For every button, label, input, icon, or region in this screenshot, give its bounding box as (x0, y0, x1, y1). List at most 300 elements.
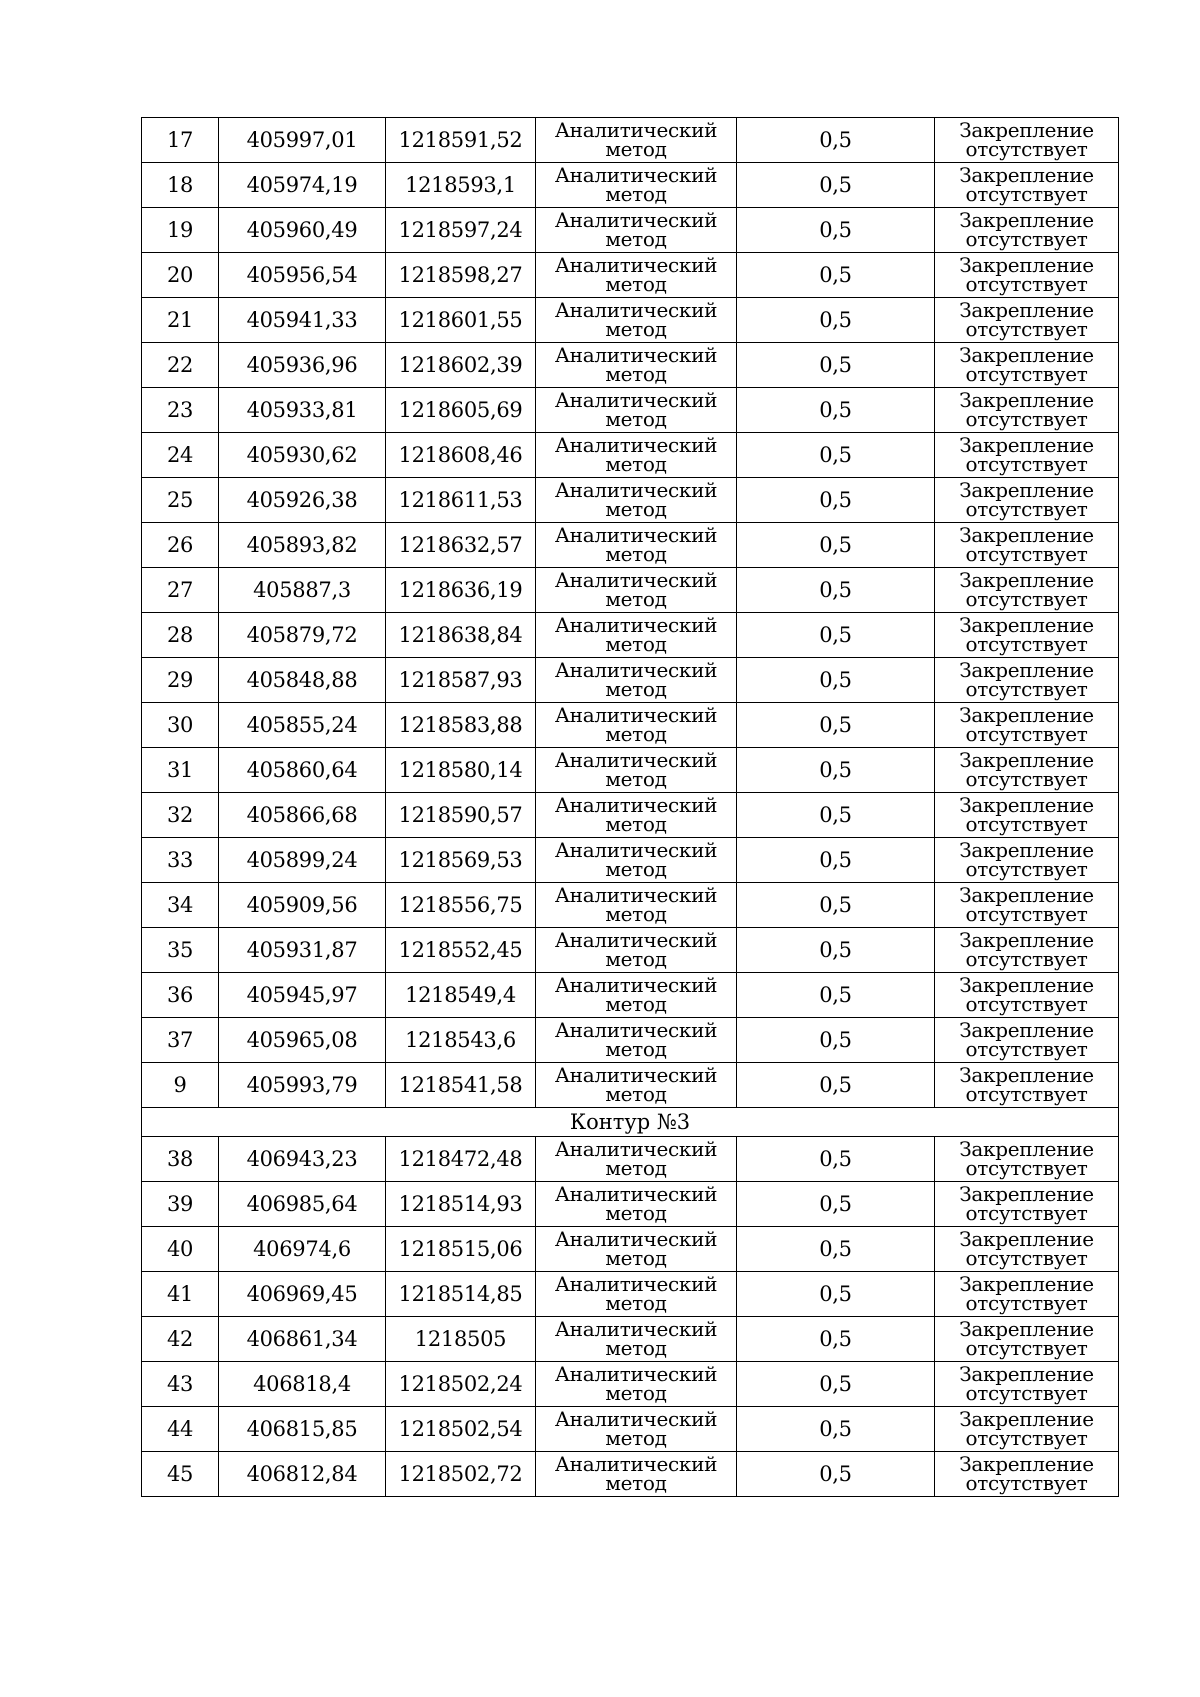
method-cell (536, 478, 737, 523)
coord-x-cell: 406861,34 (219, 1317, 386, 1362)
method-text (536, 343, 736, 386)
accuracy-cell: 0,5 (737, 1362, 935, 1407)
fixing-cell (935, 523, 1119, 568)
method-cell (536, 748, 737, 793)
coord-y-cell: 1218587,93 (386, 658, 536, 703)
method-line: метод (605, 1471, 667, 1495)
method-cell (536, 1272, 737, 1317)
coordinates-table-body (142, 118, 1119, 1497)
method-cell (536, 928, 737, 973)
coord-y-cell: 1218514,85 (386, 1272, 536, 1317)
point-number-cell: 30 (142, 703, 219, 748)
coord-x-cell: 406943,23 (219, 1137, 386, 1182)
method-text (536, 1452, 736, 1495)
table-row (142, 478, 1119, 523)
fixing-text (935, 748, 1118, 791)
accuracy-cell: 0,5 (737, 748, 935, 793)
fixing-line: отсутствует (965, 1336, 1088, 1360)
method-line: метод (605, 812, 667, 836)
accuracy-cell: 0,5 (737, 163, 935, 208)
fixing-text (935, 433, 1118, 476)
fixing-text (935, 1018, 1118, 1061)
method-line: Аналитический (554, 253, 718, 277)
accuracy-cell: 0,5 (737, 973, 935, 1018)
fixing-text (935, 1272, 1118, 1315)
coord-y-cell: 1218569,53 (386, 838, 536, 883)
method-cell (536, 793, 737, 838)
method-text (536, 388, 736, 431)
fixing-line: отсутствует (965, 812, 1088, 836)
coord-y-cell: 1218590,57 (386, 793, 536, 838)
method-cell (536, 1182, 737, 1227)
point-number-cell: 35 (142, 928, 219, 973)
method-text (536, 118, 736, 161)
coord-x-cell: 405879,72 (219, 613, 386, 658)
fixing-text (935, 523, 1118, 566)
method-cell (536, 343, 737, 388)
accuracy-cell: 0,5 (737, 568, 935, 613)
method-line: Аналитический (554, 703, 718, 727)
fixing-cell (935, 1407, 1119, 1452)
method-cell (536, 973, 737, 1018)
method-line: метод (605, 947, 667, 971)
fixing-cell (935, 1182, 1119, 1227)
accuracy-cell: 0,5 (737, 208, 935, 253)
table-row (142, 973, 1119, 1018)
fixing-text (935, 253, 1118, 296)
method-line: Аналитический (554, 1063, 718, 1087)
fixing-line: отсутствует (965, 227, 1088, 251)
coord-y-cell: 1218502,72 (386, 1452, 536, 1497)
method-line: Аналитический (554, 1137, 718, 1161)
fixing-line: Закрепление (959, 1407, 1094, 1431)
fixing-text (935, 838, 1118, 881)
coord-x-cell: 405936,96 (219, 343, 386, 388)
fixing-line: Закрепление (959, 793, 1094, 817)
method-cell (536, 568, 737, 613)
accuracy-cell: 0,5 (737, 658, 935, 703)
method-text (536, 838, 736, 881)
coord-x-cell: 405956,54 (219, 253, 386, 298)
method-line: метод (605, 497, 667, 521)
coord-y-cell: 1218583,88 (386, 703, 536, 748)
method-cell (536, 1018, 737, 1063)
method-line: Аналитический (554, 658, 718, 682)
fixing-text (935, 793, 1118, 836)
fixing-cell (935, 1137, 1119, 1182)
method-cell (536, 298, 737, 343)
point-number-cell: 41 (142, 1272, 219, 1317)
fixing-line: отсутствует (965, 632, 1088, 656)
table-row (142, 1272, 1119, 1317)
fixing-line: Закрепление (959, 748, 1094, 772)
point-number-cell: 33 (142, 838, 219, 883)
fixing-line: отсутствует (965, 1246, 1088, 1270)
accuracy-cell: 0,5 (737, 1317, 935, 1362)
method-text (536, 928, 736, 971)
method-line: Аналитический (554, 1182, 718, 1206)
method-line: метод (605, 272, 667, 296)
method-line: Аналитический (554, 883, 718, 907)
coord-y-cell: 1218593,1 (386, 163, 536, 208)
fixing-line: отсутствует (965, 1471, 1088, 1495)
fixing-line: отсутствует (965, 1037, 1088, 1061)
point-number-cell: 45 (142, 1452, 219, 1497)
method-text (536, 1317, 736, 1360)
fixing-cell (935, 973, 1119, 1018)
fixing-cell (935, 1063, 1119, 1108)
fixing-text (935, 1227, 1118, 1270)
method-cell (536, 1317, 737, 1362)
point-number-cell: 38 (142, 1137, 219, 1182)
method-line: метод (605, 182, 667, 206)
fixing-text (935, 388, 1118, 431)
fixing-line: Закрепление (959, 973, 1094, 997)
fixing-line: Закрепление (959, 478, 1094, 502)
table-row (142, 748, 1119, 793)
accuracy-cell: 0,5 (737, 478, 935, 523)
point-number-cell: 22 (142, 343, 219, 388)
section-title: Контур №3 (142, 1108, 1119, 1137)
coord-x-cell: 405866,68 (219, 793, 386, 838)
method-text (536, 433, 736, 476)
method-cell (536, 388, 737, 433)
method-cell (536, 1362, 737, 1407)
point-number-cell: 36 (142, 973, 219, 1018)
point-number-cell: 27 (142, 568, 219, 613)
coord-y-cell: 1218515,06 (386, 1227, 536, 1272)
accuracy-cell: 0,5 (737, 703, 935, 748)
fixing-text (935, 1063, 1118, 1106)
fixing-cell (935, 118, 1119, 163)
point-number-cell: 40 (142, 1227, 219, 1272)
coord-y-cell: 1218556,75 (386, 883, 536, 928)
method-line: Аналитический (554, 793, 718, 817)
method-line: метод (605, 1336, 667, 1360)
method-line: Аналитический (554, 118, 718, 142)
fixing-line: Закрепление (959, 118, 1094, 142)
coord-y-cell: 1218638,84 (386, 613, 536, 658)
method-line: Аналитический (554, 928, 718, 952)
fixing-line: Закрепление (959, 928, 1094, 952)
table-row (142, 1063, 1119, 1108)
table-row (142, 928, 1119, 973)
coord-x-cell: 405930,62 (219, 433, 386, 478)
method-line: метод (605, 137, 667, 161)
fixing-cell (935, 793, 1119, 838)
point-number-cell: 34 (142, 883, 219, 928)
method-cell (536, 703, 737, 748)
coord-y-cell: 1218598,27 (386, 253, 536, 298)
fixing-line: отсутствует (965, 992, 1088, 1016)
method-line: метод (605, 722, 667, 746)
method-line: Аналитический (554, 1272, 718, 1296)
point-number-cell: 24 (142, 433, 219, 478)
coord-x-cell: 405993,79 (219, 1063, 386, 1108)
table-row (142, 1137, 1119, 1182)
method-line: Аналитический (554, 748, 718, 772)
method-cell (536, 1452, 737, 1497)
coord-x-cell: 405965,08 (219, 1018, 386, 1063)
coord-x-cell: 405887,3 (219, 568, 386, 613)
table-row (142, 883, 1119, 928)
method-cell (536, 838, 737, 883)
method-text (536, 748, 736, 791)
table-row (142, 838, 1119, 883)
fixing-line: отсутствует (965, 1156, 1088, 1180)
method-line: метод (605, 542, 667, 566)
coord-y-cell: 1218505 (386, 1317, 536, 1362)
fixing-line: Закрепление (959, 613, 1094, 637)
method-cell (536, 613, 737, 658)
fixing-cell (935, 1227, 1119, 1272)
fixing-text (935, 163, 1118, 206)
fixing-cell (935, 298, 1119, 343)
table-row (142, 1407, 1119, 1452)
fixing-line: Закрепление (959, 1362, 1094, 1386)
accuracy-cell: 0,5 (737, 1063, 935, 1108)
table-row (142, 658, 1119, 703)
point-number-cell: 21 (142, 298, 219, 343)
coord-x-cell: 405855,24 (219, 703, 386, 748)
table-row (142, 793, 1119, 838)
coord-y-cell: 1218611,53 (386, 478, 536, 523)
fixing-text (935, 883, 1118, 926)
method-line: метод (605, 1246, 667, 1270)
fixing-cell (935, 163, 1119, 208)
accuracy-cell: 0,5 (737, 298, 935, 343)
accuracy-cell: 0,5 (737, 433, 935, 478)
point-number-cell: 20 (142, 253, 219, 298)
fixing-line: отсутствует (965, 1201, 1088, 1225)
method-line: Аналитический (554, 838, 718, 862)
method-text (536, 703, 736, 746)
method-line: Аналитический (554, 1452, 718, 1476)
fixing-text (935, 1362, 1118, 1405)
table-row (142, 118, 1119, 163)
fixing-cell (935, 388, 1119, 433)
fixing-line: Закрепление (959, 838, 1094, 862)
fixing-line: отсутствует (965, 587, 1088, 611)
fixing-cell (935, 343, 1119, 388)
method-text (536, 793, 736, 836)
fixing-cell (935, 883, 1119, 928)
method-line: метод (605, 317, 667, 341)
table-row (142, 703, 1119, 748)
fixing-text (935, 208, 1118, 251)
method-cell (536, 1407, 737, 1452)
method-cell (536, 883, 737, 928)
fixing-text (935, 298, 1118, 341)
coord-y-cell: 1218591,52 (386, 118, 536, 163)
method-cell (536, 163, 737, 208)
accuracy-cell: 0,5 (737, 1272, 935, 1317)
coord-y-cell: 1218514,93 (386, 1182, 536, 1227)
accuracy-cell: 0,5 (737, 793, 935, 838)
method-text (536, 1182, 736, 1225)
coord-x-cell: 405941,33 (219, 298, 386, 343)
method-text (536, 253, 736, 296)
fixing-line: Закрепление (959, 298, 1094, 322)
fixing-cell (935, 613, 1119, 658)
fixing-cell (935, 568, 1119, 613)
method-cell (536, 1063, 737, 1108)
coord-x-cell: 405933,81 (219, 388, 386, 433)
fixing-text (935, 703, 1118, 746)
method-line: Аналитический (554, 1227, 718, 1251)
accuracy-cell: 0,5 (737, 1137, 935, 1182)
fixing-cell (935, 253, 1119, 298)
coord-x-cell: 405893,82 (219, 523, 386, 568)
fixing-line: отсутствует (965, 722, 1088, 746)
fixing-cell (935, 208, 1119, 253)
accuracy-cell: 0,5 (737, 253, 935, 298)
method-line: метод (605, 857, 667, 881)
method-text (536, 613, 736, 656)
method-cell (536, 1137, 737, 1182)
method-text (536, 1137, 736, 1180)
table-row (142, 1018, 1119, 1063)
fixing-line: отсутствует (965, 362, 1088, 386)
method-line: Аналитический (554, 613, 718, 637)
accuracy-cell: 0,5 (737, 1407, 935, 1452)
method-line: метод (605, 767, 667, 791)
method-cell (536, 658, 737, 703)
fixing-line: отсутствует (965, 857, 1088, 881)
method-cell (536, 253, 737, 298)
fixing-line: отсутствует (965, 1381, 1088, 1405)
fixing-text (935, 658, 1118, 701)
coord-x-cell: 406812,84 (219, 1452, 386, 1497)
fixing-cell (935, 928, 1119, 973)
fixing-text (935, 613, 1118, 656)
coord-y-cell: 1218549,4 (386, 973, 536, 1018)
accuracy-cell: 0,5 (737, 928, 935, 973)
method-line: Аналитический (554, 1407, 718, 1431)
table-row (142, 343, 1119, 388)
point-number-cell: 43 (142, 1362, 219, 1407)
table-row (142, 163, 1119, 208)
point-number-cell: 26 (142, 523, 219, 568)
method-text (536, 298, 736, 341)
method-text (536, 478, 736, 521)
table-row (142, 1182, 1119, 1227)
method-cell (536, 1227, 737, 1272)
coord-x-cell: 405960,49 (219, 208, 386, 253)
method-text (536, 973, 736, 1016)
method-line: метод (605, 632, 667, 656)
fixing-text (935, 343, 1118, 386)
fixing-line: Закрепление (959, 1137, 1094, 1161)
coord-y-cell: 1218636,19 (386, 568, 536, 613)
table-row (142, 298, 1119, 343)
accuracy-cell: 0,5 (737, 343, 935, 388)
method-line: метод (605, 227, 667, 251)
method-cell (536, 208, 737, 253)
point-number-cell: 25 (142, 478, 219, 523)
fixing-line: отсутствует (965, 137, 1088, 161)
method-text (536, 163, 736, 206)
fixing-line: отсутствует (965, 542, 1088, 566)
coord-y-cell: 1218602,39 (386, 343, 536, 388)
fixing-line: отсутствует (965, 1082, 1088, 1106)
coord-x-cell: 406969,45 (219, 1272, 386, 1317)
coord-y-cell: 1218597,24 (386, 208, 536, 253)
fixing-cell (935, 1317, 1119, 1362)
method-text (536, 883, 736, 926)
point-number-cell: 39 (142, 1182, 219, 1227)
fixing-cell (935, 838, 1119, 883)
fixing-text (935, 1182, 1118, 1225)
point-number-cell: 44 (142, 1407, 219, 1452)
method-line: Аналитический (554, 1018, 718, 1042)
coord-x-cell: 405931,87 (219, 928, 386, 973)
accuracy-cell: 0,5 (737, 1227, 935, 1272)
table-row (142, 1452, 1119, 1497)
method-line: Аналитический (554, 298, 718, 322)
coord-x-cell: 406985,64 (219, 1182, 386, 1227)
method-line: Аналитический (554, 1362, 718, 1386)
fixing-cell (935, 748, 1119, 793)
coord-x-cell: 405909,56 (219, 883, 386, 928)
table-row (142, 523, 1119, 568)
method-cell (536, 118, 737, 163)
accuracy-cell: 0,5 (737, 613, 935, 658)
table-row (142, 208, 1119, 253)
fixing-cell (935, 1362, 1119, 1407)
coord-y-cell: 1218541,58 (386, 1063, 536, 1108)
method-line: метод (605, 452, 667, 476)
coord-y-cell: 1218632,57 (386, 523, 536, 568)
method-line: метод (605, 992, 667, 1016)
fixing-text (935, 1452, 1118, 1495)
method-line: метод (605, 1082, 667, 1106)
coord-x-cell: 405945,97 (219, 973, 386, 1018)
method-line: метод (605, 1201, 667, 1225)
coord-y-cell: 1218502,24 (386, 1362, 536, 1407)
table-row (142, 613, 1119, 658)
coord-y-cell: 1218543,6 (386, 1018, 536, 1063)
method-text (536, 1362, 736, 1405)
fixing-line: Закрепление (959, 433, 1094, 457)
coord-x-cell: 405899,24 (219, 838, 386, 883)
fixing-line: Закрепление (959, 343, 1094, 367)
fixing-cell (935, 1452, 1119, 1497)
method-line: метод (605, 1156, 667, 1180)
coord-y-cell: 1218605,69 (386, 388, 536, 433)
coord-x-cell: 405974,19 (219, 163, 386, 208)
table-row (142, 1317, 1119, 1362)
accuracy-cell: 0,5 (737, 883, 935, 928)
fixing-cell (935, 703, 1119, 748)
method-line: Аналитический (554, 568, 718, 592)
method-line: Аналитический (554, 973, 718, 997)
coord-x-cell: 406815,85 (219, 1407, 386, 1452)
method-line: Аналитический (554, 433, 718, 457)
fixing-text (935, 928, 1118, 971)
method-line: Аналитический (554, 208, 718, 232)
fixing-cell (935, 1272, 1119, 1317)
method-line: Аналитический (554, 1317, 718, 1341)
method-text (536, 1272, 736, 1315)
fixing-line: Закрепление (959, 1452, 1094, 1476)
accuracy-cell: 0,5 (737, 523, 935, 568)
table-row (142, 253, 1119, 298)
fixing-cell (935, 433, 1119, 478)
fixing-line: отсутствует (965, 767, 1088, 791)
coord-x-cell: 405926,38 (219, 478, 386, 523)
method-text (536, 208, 736, 251)
